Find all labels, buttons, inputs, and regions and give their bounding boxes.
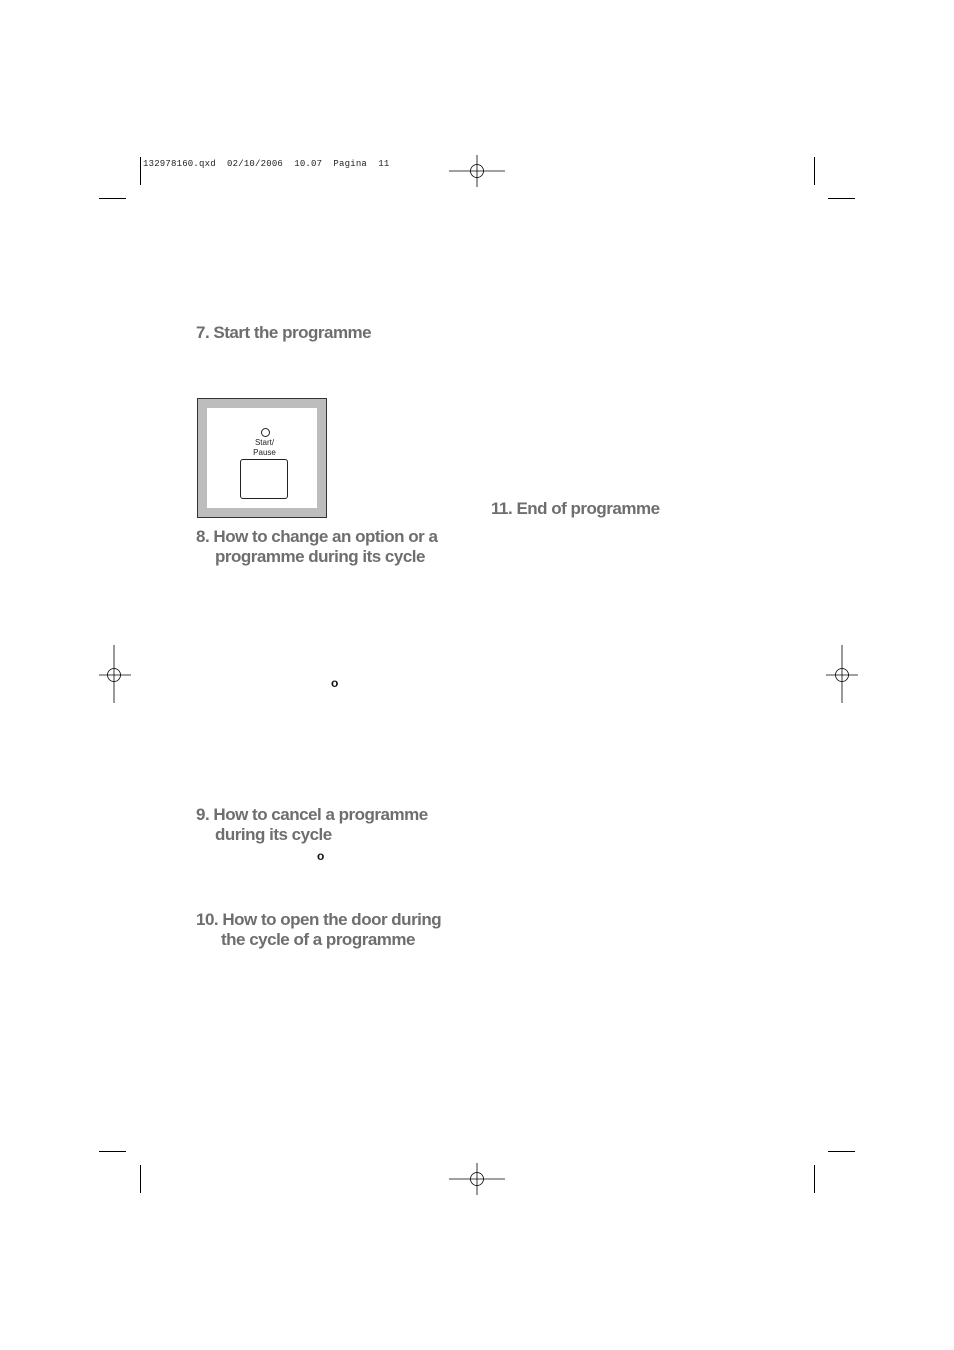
registration-mark-right-icon — [826, 645, 858, 703]
crop-mark-bottom-left-v — [140, 1165, 141, 1193]
section-11-number: 11. — [491, 499, 513, 518]
crop-mark-bottom-left-h — [99, 1151, 126, 1152]
start-pause-button[interactable] — [240, 459, 288, 499]
section-7-title: Start the programme — [213, 323, 372, 342]
start-pause-label-line2: Pause — [253, 448, 276, 457]
section-9-title-line1: How to cancel a programme — [213, 805, 428, 824]
section-8-title-line2: programme during its cycle — [215, 547, 425, 566]
section-7-heading — [196, 323, 371, 343]
section-8-title-line1: How to change an option or a — [213, 527, 438, 546]
section-11-heading — [491, 499, 660, 519]
section-8-heading — [196, 527, 437, 567]
crop-mark-top-left-v — [140, 157, 141, 185]
registration-mark-left-icon — [99, 645, 131, 703]
start-pause-panel — [197, 398, 327, 518]
section-10-title-line2: the cycle of a programme — [221, 930, 415, 949]
section-8-symbol: o — [331, 676, 339, 690]
crop-mark-bottom-right-h — [828, 1151, 855, 1152]
led-indicator-icon — [261, 428, 270, 437]
crop-mark-top-right-h — [828, 198, 855, 199]
section-10-number: 10. — [196, 910, 219, 929]
section-9-number: 9. — [196, 805, 210, 824]
section-7-number: 7. — [196, 323, 210, 342]
crop-mark-top-right-v — [814, 157, 815, 185]
section-10-title-line1: How to open the door during — [222, 910, 442, 929]
start-pause-label-line1: Start/ — [254, 438, 275, 447]
printer-slug: 132978160.qxd 02/10/2006 10.07 Pagina 11 — [143, 159, 390, 169]
section-9-heading — [196, 805, 428, 845]
section-11-title: End of programme — [516, 499, 660, 518]
registration-mark-top-icon — [449, 155, 505, 187]
crop-mark-bottom-right-v — [814, 1165, 815, 1193]
registration-mark-bottom-icon — [449, 1163, 505, 1195]
section-8-number: 8. — [196, 527, 210, 546]
crop-mark-top-left-h — [99, 198, 126, 199]
section-9-symbol: o — [317, 849, 325, 863]
panel-inner — [207, 408, 317, 508]
section-10-heading — [196, 910, 441, 950]
section-9-title-line2: during its cycle — [215, 825, 332, 844]
start-pause-label — [237, 438, 292, 458]
